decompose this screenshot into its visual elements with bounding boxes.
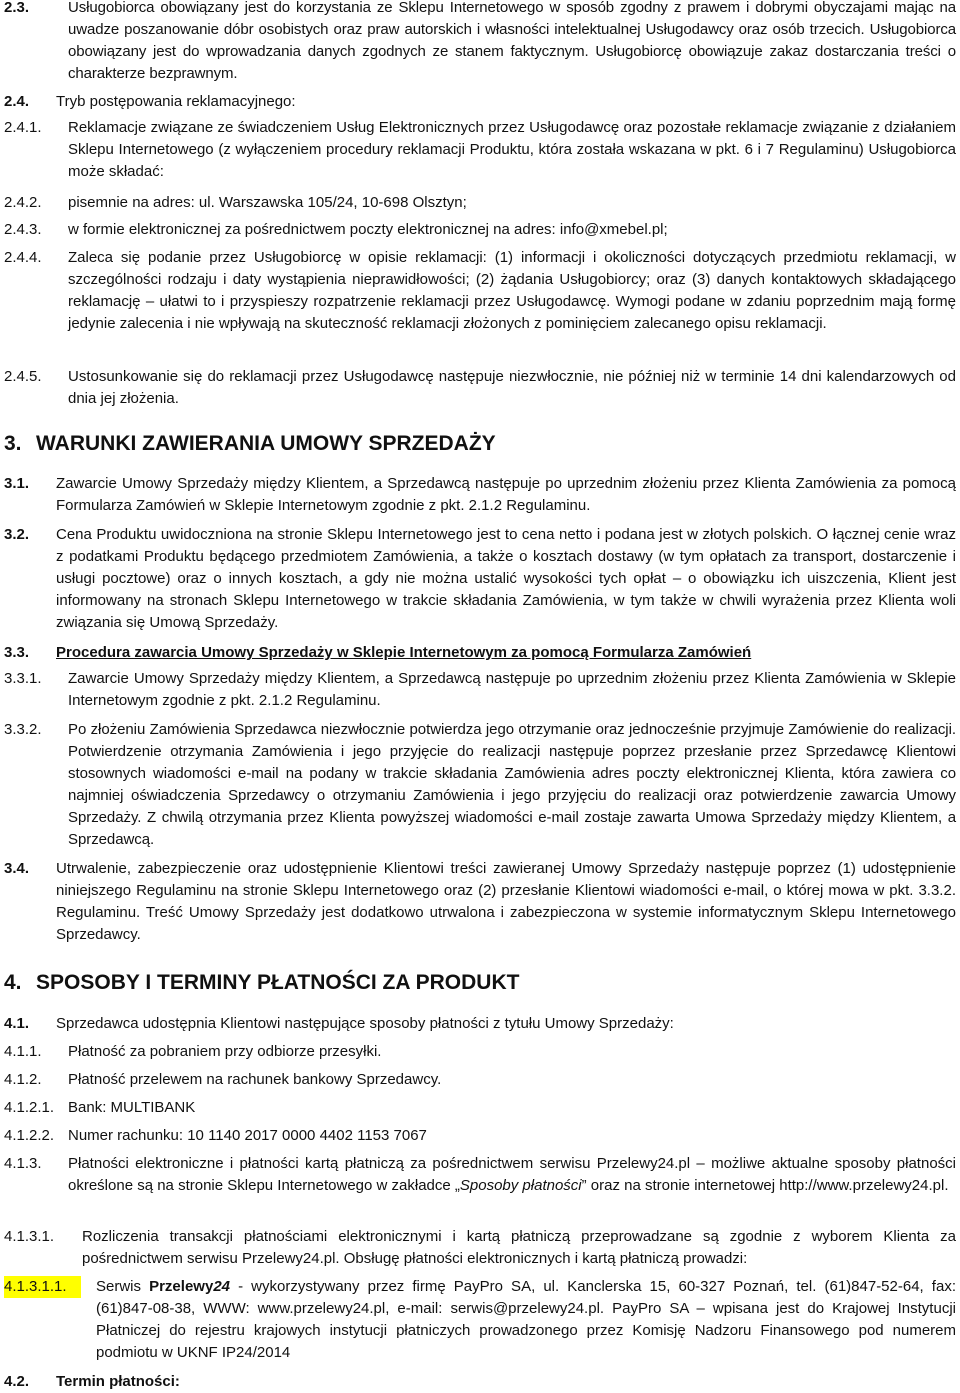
section-text: Tryb postępowania reklamacyjnego: [56,93,296,110]
section-number: 4.1.2. [4,1071,42,1088]
section-number: 3.1. [4,475,30,492]
section-text: Zaleca się podanie przez Usługobiorcę w opisie reklamacji: (1) informacji i okoliczności dotyczących przedmiotu reklamacji, w szczególności rodzaju i daty wystąpienia nieprawidłowości; (2) żądania Usługobiorcy; oraz (3) danych kontaktowych składającego reklamację – ułatwi to i przyspieszy rozpatrzenie reklamacji przez Usługodawcę. Wymogi podane w zdaniu poprzednim mają formę jedynie zalecenia i nie wpływają na skuteczność reklamacji złożonych z pominięciem zalecanego opisu reklamacji. [68,249,956,332]
heading-section-4 [4,969,519,997]
section-text-wrap [56,642,956,664]
section-3-1 [0,473,960,517]
section-4-1-1 [0,1041,960,1063]
section-text: Płatność przelewem na rachunek bankowy Sprzedawcy. [68,1071,442,1088]
section-2-4 [0,91,960,113]
section-number: 2.4.5. [4,368,42,385]
section-text: Usługobiorca obowiązany jest do korzystania ze Sklepu Internetowego w sposób zgodny z prawem i dobrymi obyczajami mając na uwadze poszanowanie dóbr osobistych oraz praw autorskich i własności intelektualnej Usługodawcy oraz osób trzecich. Usługobiorca obowiązany jest do wprowadzania danych zgodnych ze stanem faktycznym. Usługobiorcę obowiązuje zakaz dostarczania treści o charakterze bezprawnym. [68,0,956,82]
section-4-1-3 [0,1153,960,1197]
section-number: 2.4. [4,93,30,110]
section-text: Płatność za pobraniem przy odbiorze przesyłki. [68,1043,382,1060]
section-text: w formie elektronicznej za pośrednictwem poczty elektronicznej na adres: info@xmebel.pl; [68,221,668,238]
section-number: 4.1.3. [4,1155,42,1172]
section-number: 3.3.1. [4,670,42,687]
section-text: Sprzedawca udostępnia Klientowi następujące sposoby płatności z tytułu Umowy Sprzedaży: [56,1015,674,1032]
section-number: 4.1. [4,1015,30,1032]
section-3-3 [0,642,960,664]
section-number: 3.4. [4,860,30,877]
section-number: 4.1.3.1.1. [4,1276,81,1298]
section-number: 3.3. [4,644,30,661]
section-text: Reklamacje związane ze świadczeniem Usług Elektronicznych przez Usługodawcę oraz pozostałe reklamacje związanie z działaniem Sklepu Internetowego (z wyłączeniem procedury reklamacji Produktu, która została wskazana w pkt. 6 i 7 Regulaminu) Usługobiorca może składać: [68,119,956,180]
section-text-end: - wykorzystywany przez firmę PayPro SA, ul. Kanclerska 15, 60-327 Poznań, tel. (61)847-52-64, fax: (61)847-08-38, WWW: www.przelewy24.pl, e-mail: serwis@przelewy24.pl. PayPro SA – wpisana jest do Krajowej Instytucji Płatniczej do rejestru krajowych instytucji płatniczych prowadzonego przez Komisję Nadzoru Finansowego pod numerem podmiotu w UKNF IP24/2014 [96,1278,956,1361]
section-text-end: ” oraz na stronie internetowej http://www.przelewy24.pl. [581,1177,949,1194]
section-2-3 [0,0,960,85]
heading-title: SPOSOBY I TERMINY PŁATNOŚCI ZA PRODUKT [36,971,520,994]
section-text: Zawarcie Umowy Sprzedaży między Klientem, a Sprzedawcą następuje po uprzednim złożeniu przez Klienta Zamówienia za pomocą Formularza Zamówień w Sklepie Internetowym zgodnie z pkt. 2.1.2 Regulaminu. [56,475,956,514]
heading-number: 3. [4,432,22,455]
section-2-4-4 [0,247,960,335]
section-text: pisemnie na adres: ul. Warszawska 105/24, 10-698 Olsztyn; [68,194,467,211]
section-text: Zawarcie Umowy Sprzedaży między Klientem, a Sprzedawcą następuje po uprzednim złożeniu przez Klienta Zamówienia w Sklepie Internetowym zgodnie z pkt. 2.1.2 Regulaminu. [68,670,956,709]
section-text: Serwis [96,1278,150,1295]
brand-name-suffix: 24 [213,1278,230,1295]
section-text: Cena Produktu uwidoczniona na stronie Sklepu Internetowego jest to cena netto i podana jest w złotych polskich. O łącznej cenie wraz z podatkami Produktu będącego przedmiotem Zamówienia, a także o kosztach dostawy (w tym opłatach za transport, dostarczenie i usługi pocztowe) oraz o innych kosztach, a gdy nie można ustalić wysokości tych opłat – o obowiązku ich uiszczenia, Klient jest informowany na stronach Sklepu Internetowego w trakcie składania Zamówienia, w tym także w chwili wyrażenia przez Klienta woli związania się Umową Sprzedaży. [56,526,956,631]
section-number: 2.4.1. [4,119,42,136]
section-text: Utrwalenie, zabezpieczenie oraz udostępnienie Klientowi treści zawieranej Umowy Sprzedaży następuje poprzez (1) udostępnienie niniejszego Regulaminu na stronie Sklepu Internetowego oraz (2) przesłanie Klientowi wiadomości e-mail, o której mowa w pkt. 3.3.2. Regulaminu. Treść Umowy Sprzedaży jest dodatkowo utrwalona i zabezpieczona w systemie informatycznym Sklepu Internetowego Sprzedawcy. [56,860,956,943]
section-2-4-5 [0,366,960,410]
section-4-1-2-2 [0,1125,960,1147]
section-4-1-3-1-1 [0,1276,960,1364]
section-number: 4.1.3.1. [4,1228,55,1245]
section-number: 3.2. [4,526,30,543]
section-text-wrap [56,1371,956,1393]
section-text: Numer rachunku: 10 1140 2017 0000 4402 1153 7067 [68,1127,427,1144]
section-number: 3.3.2. [4,721,42,738]
section-3-4 [0,858,960,946]
section-number: 2.4.3. [4,221,42,238]
section-text: Po złożeniu Zamówienia Sprzedawca niezwłocznie potwierdza jego otrzymanie oraz jednocześnie przyjmuje Zamówienie do realizacji. Potwierdzenie otrzymania Zamówienia i jego przyjęcie do realizacji następuje poprzez przesłanie przez Sprzedawcę Klientowi stosownych wiadomości e-mail na podany w trakcie składania Zamówienia adres poczty elektronicznej Klienta, która zawiera co najmniej oświadczenia Sprzedawcy o otrzymaniu Zamówienia i jego przyjęciu do realizacji oraz potwierdzenie zawarcia Umowy Sprzedaży. Z chwilą otrzymania przez Klienta powyższej wiadomości e-mail zostaje zawarta Umowa Sprzedaży między Klientem, a Sprzedawcą. [68,721,956,848]
section-3-2 [0,524,960,634]
section-text: Rozliczenia transakcji płatnościami elektronicznymi i kartą płatniczą przeprowadzane są zgodnie z wyborem Klienta za pośrednictwem serwisu Przelewy24.pl. Obsługę płatności elektronicznych i kartą płatniczą prowadzi: [82,1228,956,1267]
section-number: 4.2. [4,1373,30,1390]
section-text: Ustosunkowanie się do reklamacji przez Usługodawcę następuje niezwłocznie, nie później niż w terminie 14 dni kalendarzowych od dnia jej złożenia. [68,368,956,407]
heading-section-3 [4,430,496,458]
section-4-1-3-1 [0,1226,960,1270]
section-4-2 [0,1371,960,1393]
section-3-3-2 [0,719,960,851]
brand-name: Przelewy [149,1278,214,1295]
section-2-4-1 [0,117,960,183]
section-number: 4.1.2.2. [4,1127,55,1144]
section-2-4-2 [0,192,960,214]
section-number: 4.1.2.1. [4,1099,55,1116]
section-3-3-1 [0,668,960,712]
heading-number: 4. [4,971,22,994]
section-4-1 [0,1013,960,1035]
section-text-wrap [68,1153,956,1197]
section-text-italic: Sposoby płatności [459,1177,582,1194]
section-text-wrap [96,1276,956,1364]
section-text: Płatności elektroniczne i płatności kartą płatniczą za pośrednictwem serwisu Przelewy24.pl – możliwe aktualne sposoby płatności określone są na stronie Sklepu Internetowego w zakładce „ [68,1155,956,1194]
section-number: 2.4.2. [4,194,42,211]
section-number: 4.1.1. [4,1043,42,1060]
section-2-4-3 [0,219,960,241]
section-title: Procedura zawarcia Umowy Sprzedaży w Sklepie Internetowym za pomocą Formularza Zamówień [56,644,752,661]
section-number: 2.4.4. [4,249,42,266]
heading-title: WARUNKI ZAWIERANIA UMOWY SPRZEDAŻY [36,432,496,455]
section-text: Bank: MULTIBANK [68,1099,196,1116]
section-4-1-2-1 [0,1097,960,1119]
section-number: 2.3. [4,0,30,16]
section-title: Termin płatności: [56,1373,180,1390]
section-4-1-2 [0,1069,960,1091]
